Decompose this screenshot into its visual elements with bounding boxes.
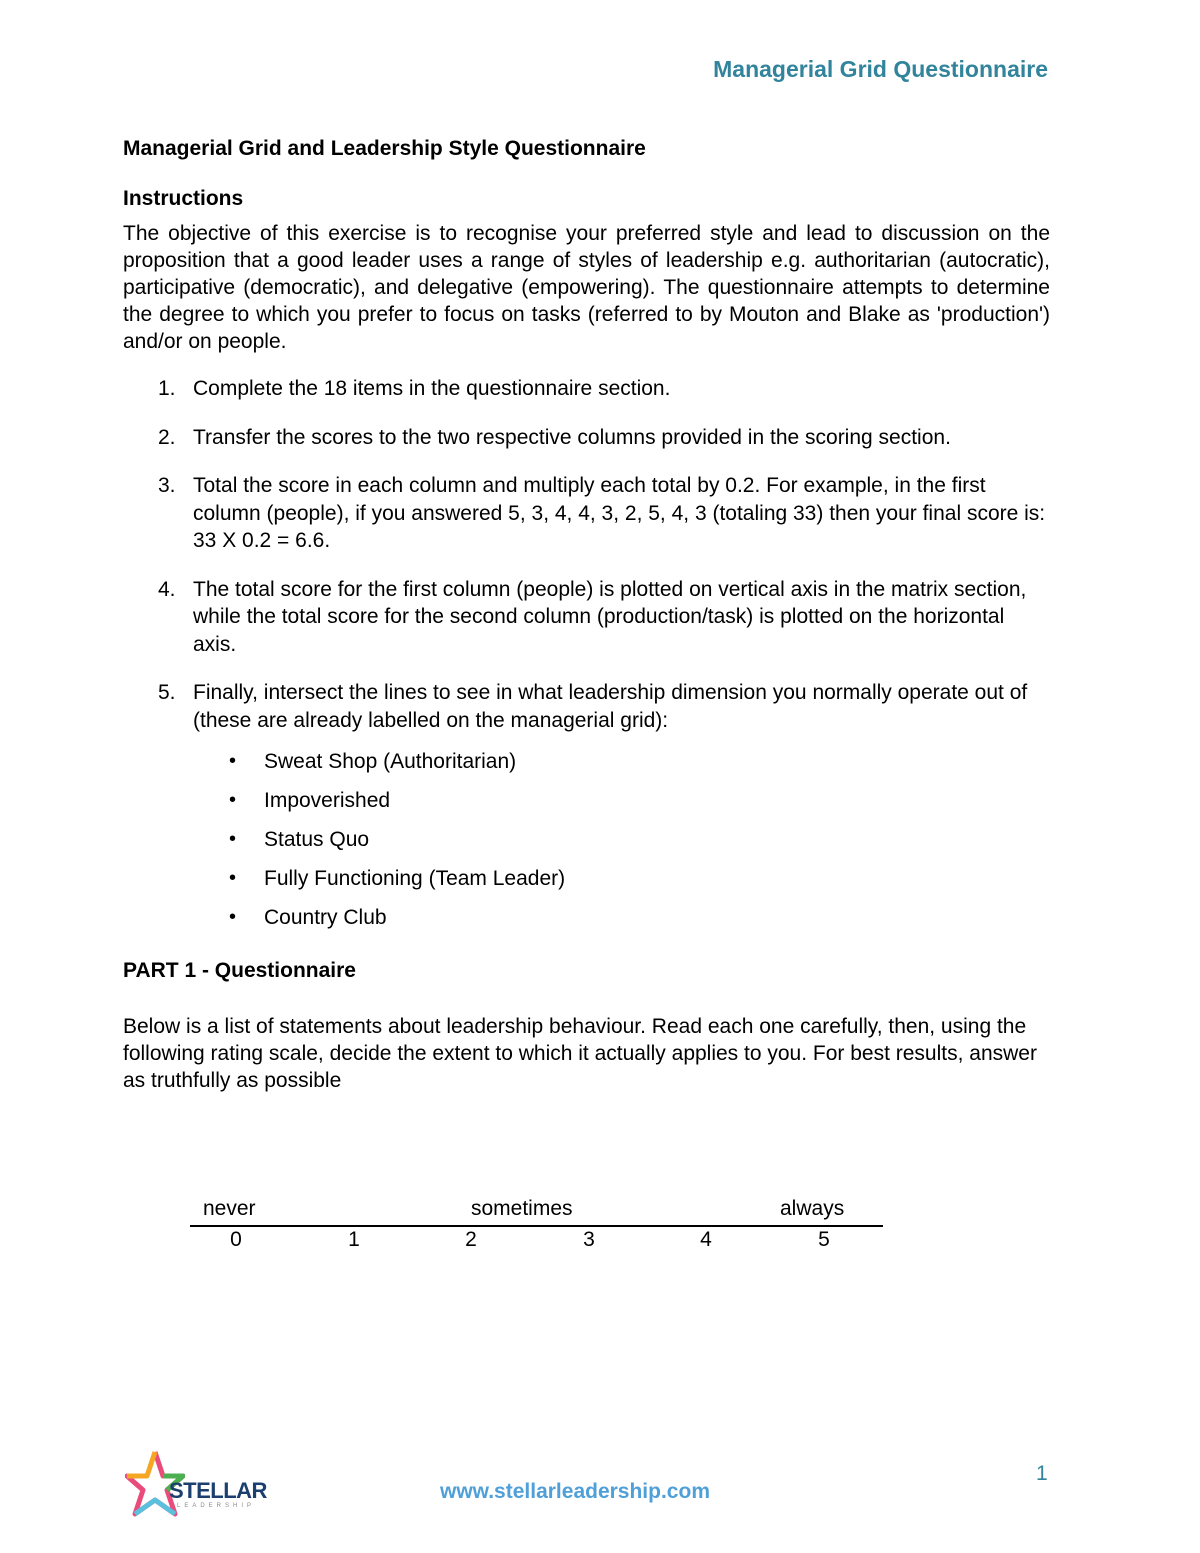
scale-label-never: never	[203, 1197, 256, 1220]
scale-value: 3	[583, 1228, 595, 1251]
style-label: Country Club	[264, 906, 387, 929]
scale-label-always: always	[780, 1197, 845, 1220]
step-number: 1.	[158, 377, 176, 400]
step-text: Finally, intersect the lines to see in what leadership dimension you normally operate out of (these are already labelled on the managerial grid):	[193, 681, 1028, 732]
step-text: Total the score in each column and multiply each total by 0.2. For example, in the first column (people), if you answered 5, 3, 4, 4, 3, 2, 5, 4, 3 (totaling 33) then your final score is: 33 X 0.2 = 6.6.	[193, 474, 1046, 552]
logo-subtext: LEADERSHIP	[177, 1503, 256, 1509]
scale-value: 5	[818, 1228, 830, 1251]
list-item	[123, 865, 1050, 892]
scale-label-sometimes: sometimes	[471, 1197, 573, 1220]
scale-value: 4	[700, 1228, 712, 1251]
scale-value: 0	[230, 1228, 242, 1251]
step-text: Complete the 18 items in the questionnaire section.	[193, 377, 671, 400]
bullet-icon: •	[229, 906, 237, 928]
scale-value: 2	[465, 1228, 477, 1251]
step-number: 2.	[158, 425, 176, 449]
instruction-steps	[123, 375, 1050, 734]
list-item	[123, 826, 1050, 853]
footer-url-link[interactable]: www.stellarleadership.com	[440, 1480, 710, 1503]
bullet-icon: •	[229, 750, 237, 772]
step-item	[123, 679, 1050, 734]
step-item	[123, 576, 1050, 659]
instructions-heading: Instructions	[123, 187, 244, 210]
scale-value: 1	[348, 1228, 360, 1251]
list-item	[123, 787, 1050, 814]
document-title: Managerial Grid and Leadership Style Questionnaire	[123, 137, 646, 160]
part1-description: Below is a list of statements about leadership behaviour. Read each one carefully, then, using the following rating scale, decide the extent to which it actually applies to you. For best results, answer as truthfully as possible	[123, 1015, 1037, 1092]
document-body	[123, 134, 1050, 1094]
header-title: Managerial Grid Questionnaire	[713, 56, 1048, 82]
step-item	[123, 472, 1050, 555]
bullet-icon: •	[229, 828, 237, 850]
step-number: 3.	[158, 474, 176, 497]
style-label: Sweat Shop (Authoritarian)	[264, 750, 517, 773]
page-number: 1	[1036, 1462, 1048, 1485]
step-text: The total score for the first column (people) is plotted on vertical axis in the matrix section, while the total score for the second column (production/task) is plotted on the horizontal axis.	[193, 577, 1027, 656]
list-item	[123, 748, 1050, 775]
rating-scale	[190, 1197, 883, 1255]
logo-text: STELLAR	[169, 1478, 267, 1503]
leadership-styles-list	[123, 748, 1050, 931]
intro-paragraph: The objective of this exercise is to recognise your preferred style and lead to discussion on the proposition that a good leader uses a range of styles of leadership e.g. authoritarian (autocratic), participative (democratic), and delegative (empowering). The questionnaire attempts to determine the degree to which you prefer to focus on tasks (referred to by Mouton and Blake as 'production') and/or on people.	[123, 222, 1050, 353]
step-number: 4.	[158, 577, 176, 601]
list-item	[123, 904, 1050, 931]
step-item	[123, 375, 1050, 403]
part1-heading: PART 1 - Questionnaire	[123, 959, 356, 982]
stellar-logo	[125, 1448, 265, 1520]
step-item	[123, 424, 1050, 452]
bullet-icon: •	[229, 867, 237, 889]
style-label: Fully Functioning (Team Leader)	[264, 867, 566, 890]
style-label: Impoverished	[264, 789, 391, 812]
bullet-icon: •	[229, 789, 237, 811]
scale-labels-row	[190, 1197, 883, 1227]
step-text: Transfer the scores to the two respective columns provided in the scoring section.	[193, 425, 951, 449]
step-number: 5.	[158, 681, 176, 704]
scale-values-row	[190, 1227, 883, 1255]
style-label: Status Quo	[264, 828, 370, 851]
